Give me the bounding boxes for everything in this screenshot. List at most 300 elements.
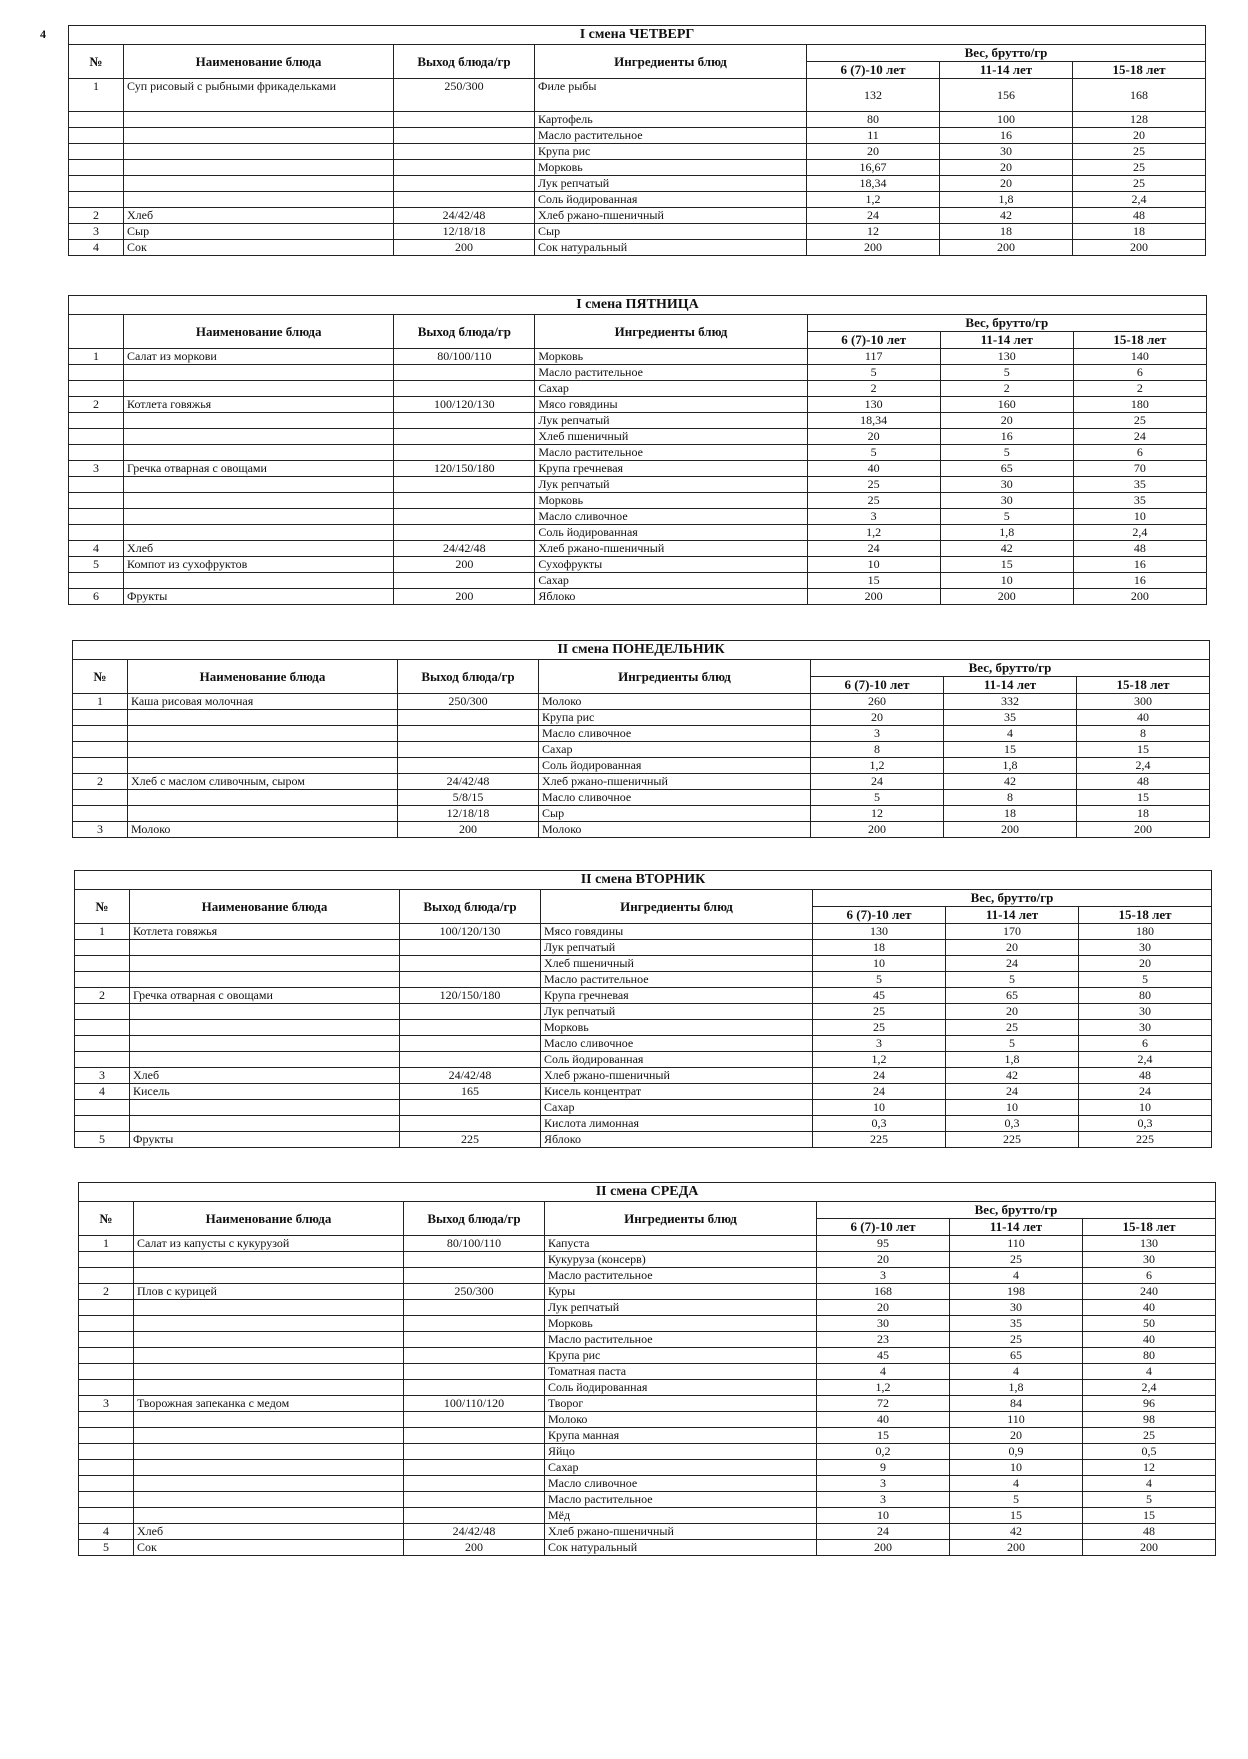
row-number: [69, 525, 124, 541]
table-row: [69, 509, 1207, 525]
column-header-num: [69, 315, 124, 349]
weight-age-15-18: 30: [1079, 1020, 1212, 1036]
weight-age-15-18: 80: [1083, 1348, 1216, 1364]
ingredient-name: Масло растительное: [545, 1268, 817, 1284]
row-number: 5: [75, 1132, 130, 1148]
weight-age-15-18: 18: [1073, 224, 1206, 240]
weight-age-6-10: 2: [807, 381, 940, 397]
row-number: [79, 1412, 134, 1428]
table-row: [69, 365, 1207, 381]
dish-name: [128, 726, 398, 742]
weight-age-6-10: 24: [817, 1524, 950, 1540]
weight-age-15-18: 80: [1079, 988, 1212, 1004]
table-row: [75, 924, 1212, 940]
dish-yield: 24/42/48: [404, 1524, 545, 1540]
ingredient-name: Капуста: [545, 1236, 817, 1252]
dish-yield: 250/300: [404, 1284, 545, 1300]
weight-age-15-18: 24: [1079, 1084, 1212, 1100]
weight-age-6-10: 0,2: [817, 1444, 950, 1460]
ingredient-name: Соль йодированная: [541, 1052, 813, 1068]
weight-age-15-18: 2,4: [1079, 1052, 1212, 1068]
table-row: [79, 1412, 1216, 1428]
row-number: [75, 1036, 130, 1052]
page-number: 4: [40, 27, 46, 41]
weight-age-6-10: 40: [817, 1412, 950, 1428]
weight-age-6-10: 20: [811, 710, 944, 726]
row-number: [69, 573, 124, 589]
column-header-age-11-14: 11-14 лет: [944, 677, 1077, 694]
weight-age-6-10: 20: [817, 1252, 950, 1268]
dish-yield: 200: [404, 1540, 545, 1556]
dish-yield: [404, 1508, 545, 1524]
dish-yield: [404, 1380, 545, 1396]
weight-age-15-18: 2,4: [1073, 525, 1206, 541]
table-row: [75, 1084, 1212, 1100]
weight-age-15-18: 30: [1083, 1252, 1216, 1268]
dish-yield: [398, 710, 539, 726]
dish-yield: [400, 1020, 541, 1036]
weight-age-11-14: 8: [944, 790, 1077, 806]
ingredient-name: Лук репчатый: [535, 176, 807, 192]
dish-yield: [400, 956, 541, 972]
weight-age-15-18: 35: [1073, 493, 1206, 509]
dish-name: [134, 1316, 404, 1332]
weight-age-6-10: 45: [813, 988, 946, 1004]
dish-yield: [404, 1252, 545, 1268]
column-header-age-15-18: 15-18 лет: [1073, 332, 1206, 349]
row-number: 3: [69, 461, 124, 477]
dish-yield: 100/120/130: [400, 924, 541, 940]
column-header-weight: Вес, брутто/гр: [817, 1202, 1216, 1219]
weight-age-11-14: 25: [946, 1020, 1079, 1036]
dish-yield: 200: [394, 589, 535, 605]
weight-age-6-10: 200: [817, 1540, 950, 1556]
dish-yield: [394, 445, 535, 461]
dish-yield: [404, 1428, 545, 1444]
table-row: [79, 1476, 1216, 1492]
dish-yield: [404, 1492, 545, 1508]
weight-age-6-10: 10: [813, 956, 946, 972]
row-number: 4: [79, 1524, 134, 1540]
table-row: [69, 557, 1207, 573]
dish-name: [134, 1332, 404, 1348]
row-number: 3: [79, 1396, 134, 1412]
weight-age-6-10: 5: [813, 972, 946, 988]
dish-name: [128, 806, 398, 822]
table-title: II смена ПОНЕДЕЛЬНИК: [73, 641, 1210, 660]
table-row: [75, 1036, 1212, 1052]
dish-name: Хлеб: [124, 208, 394, 224]
weight-age-6-10: 12: [811, 806, 944, 822]
row-number: 1: [73, 694, 128, 710]
ingredient-name: Масло сливочное: [535, 509, 807, 525]
row-number: 1: [69, 79, 124, 112]
table-row: [79, 1396, 1216, 1412]
row-number: [75, 1004, 130, 1020]
weight-age-15-18: 2,4: [1083, 1380, 1216, 1396]
table-row: [75, 956, 1212, 972]
weight-age-11-14: 30: [940, 493, 1073, 509]
table-title: I смена ЧЕТВЕРГ: [69, 26, 1206, 45]
weight-age-15-18: 6: [1073, 365, 1206, 381]
weight-age-6-10: 260: [811, 694, 944, 710]
dish-name: [124, 144, 394, 160]
weight-age-11-14: 332: [944, 694, 1077, 710]
dish-name: [134, 1476, 404, 1492]
dish-name: Салат из моркови: [124, 349, 394, 365]
row-number: [79, 1348, 134, 1364]
ingredient-name: Яйцо: [545, 1444, 817, 1460]
row-number: [69, 128, 124, 144]
ingredient-name: Мясо говядины: [535, 397, 807, 413]
dish-yield: [404, 1316, 545, 1332]
dish-yield: 120/150/180: [400, 988, 541, 1004]
ingredient-name: Крупа манная: [545, 1428, 817, 1444]
ingredient-name: Масло сливочное: [539, 790, 811, 806]
dish-name: [128, 742, 398, 758]
column-header-weight: Вес, брутто/гр: [813, 890, 1212, 907]
weight-age-15-18: 4: [1083, 1476, 1216, 1492]
table-row: [69, 445, 1207, 461]
weight-age-15-18: 40: [1077, 710, 1210, 726]
weight-age-11-14: 4: [944, 726, 1077, 742]
weight-age-6-10: 1,2: [807, 525, 940, 541]
weight-age-15-18: 0,5: [1083, 1444, 1216, 1460]
weight-age-11-14: 35: [944, 710, 1077, 726]
table-row: [73, 822, 1210, 838]
weight-age-11-14: 16: [940, 128, 1073, 144]
dish-name: [134, 1444, 404, 1460]
row-number: [69, 176, 124, 192]
ingredient-name: Кисель концентрат: [541, 1084, 813, 1100]
weight-age-11-14: 10: [950, 1460, 1083, 1476]
table-row: [69, 349, 1207, 365]
weight-age-15-18: 24: [1073, 429, 1206, 445]
ingredient-name: Масло растительное: [535, 445, 807, 461]
table-row: [79, 1380, 1216, 1396]
ingredient-name: Сахар: [535, 381, 807, 397]
row-number: [75, 972, 130, 988]
weight-age-6-10: 200: [807, 240, 940, 256]
weight-age-6-10: 40: [807, 461, 940, 477]
table-row: [79, 1284, 1216, 1300]
weight-age-15-18: 48: [1077, 774, 1210, 790]
weight-age-15-18: 20: [1073, 128, 1206, 144]
dish-name: Гречка отварная с овощами: [124, 461, 394, 477]
weight-age-11-14: 20: [940, 413, 1073, 429]
ingredient-name: Масло растительное: [541, 972, 813, 988]
table-row: [69, 381, 1207, 397]
table-row: [73, 694, 1210, 710]
weight-age-11-14: 15: [944, 742, 1077, 758]
weight-age-6-10: 1,2: [813, 1052, 946, 1068]
weight-age-6-10: 0,3: [813, 1116, 946, 1132]
table-row: [79, 1444, 1216, 1460]
table-row: [69, 224, 1206, 240]
table-row: [69, 477, 1207, 493]
ingredient-name: Соль йодированная: [539, 758, 811, 774]
row-number: 1: [79, 1236, 134, 1252]
weight-age-15-18: 8: [1077, 726, 1210, 742]
weight-age-15-18: 5: [1079, 972, 1212, 988]
weight-age-6-10: 72: [817, 1396, 950, 1412]
weight-age-6-10: 24: [807, 208, 940, 224]
column-header-dish: Наименование блюда: [128, 660, 398, 694]
weight-age-11-14: 0,3: [946, 1116, 1079, 1132]
weight-age-15-18: 225: [1079, 1132, 1212, 1148]
row-number: 4: [75, 1084, 130, 1100]
weight-age-6-10: 18,34: [807, 176, 940, 192]
row-number: [79, 1444, 134, 1460]
weight-age-6-10: 25: [813, 1004, 946, 1020]
dish-yield: [400, 1004, 541, 1020]
dish-name: [124, 176, 394, 192]
column-header-yield: Выход блюда/гр: [394, 315, 535, 349]
dish-name: Котлета говяжья: [130, 924, 400, 940]
weight-age-15-18: 25: [1073, 413, 1206, 429]
weight-age-15-18: 15: [1077, 790, 1210, 806]
row-number: [79, 1300, 134, 1316]
weight-age-6-10: 24: [813, 1084, 946, 1100]
row-number: 1: [69, 349, 124, 365]
weight-age-6-10: 225: [813, 1132, 946, 1148]
weight-age-6-10: 5: [811, 790, 944, 806]
table-title: II смена СРЕДА: [79, 1183, 1216, 1202]
dish-yield: [394, 128, 535, 144]
dish-name: Хлеб: [124, 541, 394, 557]
weight-age-15-18: 130: [1083, 1236, 1216, 1252]
weight-age-11-14: 15: [950, 1508, 1083, 1524]
weight-age-11-14: 20: [940, 160, 1073, 176]
dish-name: [128, 758, 398, 774]
table-row: [69, 461, 1207, 477]
ingredient-name: Крупа рис: [539, 710, 811, 726]
table-row: [75, 1116, 1212, 1132]
ingredient-name: Хлеб ржано-пшеничный: [541, 1068, 813, 1084]
weight-age-15-18: 48: [1073, 541, 1206, 557]
weight-age-15-18: 30: [1079, 1004, 1212, 1020]
dish-name: Сок: [134, 1540, 404, 1556]
ingredient-name: Крупа рис: [545, 1348, 817, 1364]
column-header-age-15-18: 15-18 лет: [1079, 907, 1212, 924]
table-row: [69, 192, 1206, 208]
dish-name: [134, 1460, 404, 1476]
ingredient-name: Крупа гречневая: [535, 461, 807, 477]
table-row: [73, 774, 1210, 790]
weight-age-15-18: 240: [1083, 1284, 1216, 1300]
dish-yield: [404, 1364, 545, 1380]
column-header-yield: Выход блюда/гр: [404, 1202, 545, 1236]
dish-name: Салат из капусты с кукурузой: [134, 1236, 404, 1252]
dish-name: [130, 1116, 400, 1132]
row-number: [69, 413, 124, 429]
weight-age-15-18: 4: [1083, 1364, 1216, 1380]
weight-age-11-14: 156: [940, 79, 1073, 112]
table-row: [69, 208, 1206, 224]
column-header-ingredients: Ингредиенты блюд: [545, 1202, 817, 1236]
dish-yield: [394, 477, 535, 493]
dish-name: Плов с курицей: [134, 1284, 404, 1300]
weight-age-6-10: 132: [807, 79, 940, 112]
row-number: [75, 956, 130, 972]
dish-yield: 100/110/120: [404, 1396, 545, 1412]
dish-name: [124, 477, 394, 493]
dish-name: [130, 940, 400, 956]
column-header-age-6-10: 6 (7)-10 лет: [817, 1219, 950, 1236]
table-row: [69, 397, 1207, 413]
ingredient-name: Масло сливочное: [539, 726, 811, 742]
weight-age-6-10: 11: [807, 128, 940, 144]
row-number: [75, 940, 130, 956]
weight-age-11-14: 200: [940, 240, 1073, 256]
weight-age-15-18: 10: [1073, 509, 1206, 525]
dish-name: [124, 160, 394, 176]
dish-name: [134, 1508, 404, 1524]
row-number: 6: [69, 589, 124, 605]
ingredient-name: Картофель: [535, 112, 807, 128]
row-number: 2: [69, 397, 124, 413]
table-row: [79, 1428, 1216, 1444]
weight-age-11-14: 110: [950, 1236, 1083, 1252]
weight-age-11-14: 5: [946, 1036, 1079, 1052]
row-number: [69, 365, 124, 381]
row-number: [79, 1332, 134, 1348]
weight-age-6-10: 3: [817, 1476, 950, 1492]
dish-name: Фрукты: [130, 1132, 400, 1148]
dish-name: Гречка отварная с овощами: [130, 988, 400, 1004]
table-row: [79, 1492, 1216, 1508]
weight-age-15-18: 180: [1073, 397, 1206, 413]
column-header-weight: Вес, брутто/гр: [807, 45, 1206, 62]
dish-name: [124, 525, 394, 541]
weight-age-6-10: 10: [807, 557, 940, 573]
weight-age-6-10: 1,2: [817, 1380, 950, 1396]
weight-age-6-10: 8: [811, 742, 944, 758]
weight-age-6-10: 25: [813, 1020, 946, 1036]
ingredient-name: Творог: [545, 1396, 817, 1412]
table-row: [69, 541, 1207, 557]
weight-age-15-18: 168: [1073, 79, 1206, 112]
ingredient-name: Яблоко: [535, 589, 807, 605]
weight-age-6-10: 80: [807, 112, 940, 128]
dish-yield: [398, 758, 539, 774]
weight-age-6-10: 20: [807, 144, 940, 160]
row-number: [69, 477, 124, 493]
weight-age-15-18: 12: [1083, 1460, 1216, 1476]
weight-age-15-18: 2: [1073, 381, 1206, 397]
column-header-dish: Наименование блюда: [130, 890, 400, 924]
weight-age-15-18: 10: [1079, 1100, 1212, 1116]
weight-age-6-10: 168: [817, 1284, 950, 1300]
ingredient-name: Масло растительное: [545, 1492, 817, 1508]
dish-name: [128, 710, 398, 726]
dish-yield: [394, 525, 535, 541]
weight-age-15-18: 6: [1073, 445, 1206, 461]
dish-name: [130, 1020, 400, 1036]
weight-age-15-18: 140: [1073, 349, 1206, 365]
column-header-age-11-14: 11-14 лет: [940, 62, 1073, 79]
weight-age-11-14: 225: [946, 1132, 1079, 1148]
weight-age-15-18: 70: [1073, 461, 1206, 477]
column-header-ingredients: Ингредиенты блюд: [541, 890, 813, 924]
dish-yield: 12/18/18: [394, 224, 535, 240]
column-header-age-15-18: 15-18 лет: [1077, 677, 1210, 694]
row-number: [79, 1252, 134, 1268]
weight-age-6-10: 10: [813, 1100, 946, 1116]
dish-yield: [400, 1116, 541, 1132]
ingredient-name: Молоко: [539, 694, 811, 710]
dish-yield: [404, 1412, 545, 1428]
dish-yield: [404, 1268, 545, 1284]
weight-age-11-14: 25: [950, 1332, 1083, 1348]
column-header-num: №: [79, 1202, 134, 1236]
weight-age-6-10: 25: [807, 477, 940, 493]
weight-age-15-18: 25: [1073, 160, 1206, 176]
table-row: [75, 1004, 1212, 1020]
ingredient-name: Лук репчатый: [541, 1004, 813, 1020]
table-row: [79, 1508, 1216, 1524]
dish-yield: 24/42/48: [398, 774, 539, 790]
table-row: [73, 806, 1210, 822]
menu-table: [78, 1182, 1216, 1556]
weight-age-11-14: 10: [940, 573, 1073, 589]
dish-name: Хлеб: [134, 1524, 404, 1540]
table-row: [69, 144, 1206, 160]
dish-yield: 120/150/180: [394, 461, 535, 477]
column-header-age-15-18: 15-18 лет: [1083, 1219, 1216, 1236]
table-row: [69, 112, 1206, 128]
weight-age-6-10: 9: [817, 1460, 950, 1476]
dish-name: [130, 1100, 400, 1116]
weight-age-11-14: 65: [940, 461, 1073, 477]
ingredient-name: Масло сливочное: [545, 1476, 817, 1492]
weight-age-11-14: 170: [946, 924, 1079, 940]
ingredient-name: Морковь: [535, 349, 807, 365]
dish-yield: 24/42/48: [400, 1068, 541, 1084]
table-row: [69, 573, 1207, 589]
dish-yield: [394, 509, 535, 525]
dish-yield: [394, 413, 535, 429]
weight-age-6-10: 15: [817, 1428, 950, 1444]
weight-age-11-14: 100: [940, 112, 1073, 128]
dish-yield: 5/8/15: [398, 790, 539, 806]
weight-age-15-18: 16: [1073, 557, 1206, 573]
dish-name: Хлеб: [130, 1068, 400, 1084]
ingredient-name: Хлеб ржано-пшеничный: [539, 774, 811, 790]
weight-age-11-14: 5: [940, 445, 1073, 461]
row-number: [75, 1052, 130, 1068]
table-row: [79, 1332, 1216, 1348]
ingredient-name: Хлеб ржано-пшеничный: [545, 1524, 817, 1540]
weight-age-11-14: 4: [950, 1268, 1083, 1284]
weight-age-6-10: 130: [813, 924, 946, 940]
ingredient-name: Крупа рис: [535, 144, 807, 160]
ingredient-name: Морковь: [541, 1020, 813, 1036]
table-row: [79, 1540, 1216, 1556]
dish-name: [130, 1036, 400, 1052]
weight-age-15-18: 40: [1083, 1300, 1216, 1316]
weight-age-6-10: 25: [807, 493, 940, 509]
weight-age-15-18: 96: [1083, 1396, 1216, 1412]
row-number: [79, 1316, 134, 1332]
dish-name: [134, 1364, 404, 1380]
menu-table: [72, 640, 1210, 838]
weight-age-6-10: 5: [807, 445, 940, 461]
weight-age-6-10: 3: [813, 1036, 946, 1052]
dish-name: [134, 1268, 404, 1284]
weight-age-15-18: 5: [1083, 1492, 1216, 1508]
dish-name: [130, 956, 400, 972]
